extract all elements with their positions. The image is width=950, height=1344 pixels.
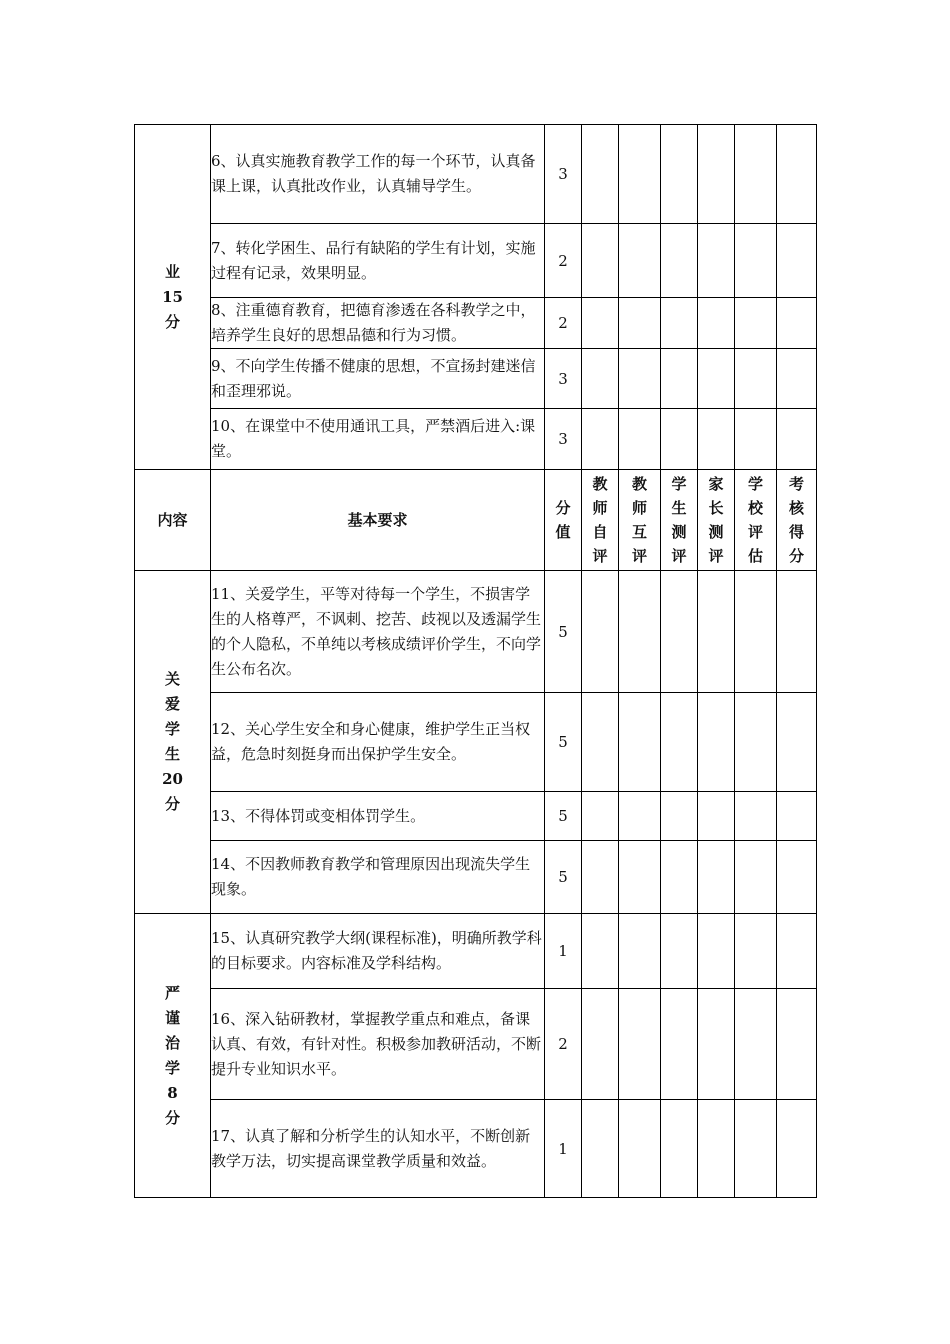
header-teacher-peer: 教 师 互 评 [619, 470, 661, 571]
parent-eval-cell[interactable] [698, 571, 735, 693]
requirement-text: 7、转化学困生、品行有缺陷的学生有计划，实施过程有记录，效果明显。 [211, 224, 545, 298]
teacher-self-cell[interactable] [582, 571, 619, 693]
table-row [135, 298, 817, 349]
school-eval-cell[interactable] [735, 841, 777, 914]
final-score-cell[interactable] [777, 914, 817, 989]
teacher-peer-cell[interactable] [619, 792, 661, 841]
table-row [135, 224, 817, 298]
score-value: 2 [545, 298, 582, 349]
teacher-peer-cell[interactable] [619, 914, 661, 989]
student-eval-cell[interactable] [661, 989, 698, 1100]
teacher-peer-cell[interactable] [619, 693, 661, 792]
student-eval-cell[interactable] [661, 914, 698, 989]
table-row [135, 792, 817, 841]
table-row [135, 989, 817, 1100]
teacher-self-cell[interactable] [582, 125, 619, 224]
parent-eval-cell[interactable] [698, 914, 735, 989]
table-header-row [135, 470, 817, 571]
score-value: 3 [545, 349, 582, 409]
table-row [135, 693, 817, 792]
parent-eval-cell[interactable] [698, 792, 735, 841]
score-value: 3 [545, 125, 582, 224]
teacher-self-cell[interactable] [582, 349, 619, 409]
student-eval-cell[interactable] [661, 224, 698, 298]
header-school-eval: 学 校 评 估 [735, 470, 777, 571]
teacher-peer-cell[interactable] [619, 349, 661, 409]
header-final-score: 考 核 得 分 [777, 470, 817, 571]
final-score-cell[interactable] [777, 571, 817, 693]
school-eval-cell[interactable] [735, 409, 777, 470]
table-row [135, 914, 817, 989]
final-score-cell[interactable] [777, 298, 817, 349]
final-score-cell[interactable] [777, 349, 817, 409]
teacher-self-cell[interactable] [582, 989, 619, 1100]
teacher-self-cell[interactable] [582, 792, 619, 841]
parent-eval-cell[interactable] [698, 1100, 735, 1198]
school-eval-cell[interactable] [735, 693, 777, 792]
teacher-peer-cell[interactable] [619, 1100, 661, 1198]
student-eval-cell[interactable] [661, 841, 698, 914]
score-value: 2 [545, 224, 582, 298]
table-row [135, 1100, 817, 1198]
table-row [135, 409, 817, 470]
requirement-text: 13、不得体罚或变相体罚学生。 [211, 792, 545, 841]
teacher-peer-cell[interactable] [619, 298, 661, 349]
final-score-cell[interactable] [777, 125, 817, 224]
requirement-text: 10、在课堂中不使用通讯工具，严禁酒后进入:课堂。 [211, 409, 545, 470]
header-student-eval: 学 生 测 评 [661, 470, 698, 571]
category-cell-professional: 业 15 分 [135, 125, 211, 470]
student-eval-cell[interactable] [661, 693, 698, 792]
table-row [135, 125, 817, 224]
header-score: 分 值 [545, 470, 582, 571]
teacher-self-cell[interactable] [582, 224, 619, 298]
requirement-text: 15、认真研究教学大纲(课程标准)，明确所教学科的目标要求。内容标准及学科结构。 [211, 914, 545, 989]
student-eval-cell[interactable] [661, 298, 698, 349]
header-parent-eval: 家 长 测 评 [698, 470, 735, 571]
school-eval-cell[interactable] [735, 571, 777, 693]
teacher-peer-cell[interactable] [619, 571, 661, 693]
header-content: 内容 [135, 470, 211, 571]
table-row [135, 571, 817, 693]
student-eval-cell[interactable] [661, 125, 698, 224]
table-row [135, 841, 817, 914]
teacher-self-cell[interactable] [582, 841, 619, 914]
teacher-self-cell[interactable] [582, 409, 619, 470]
score-value: 1 [545, 1100, 582, 1198]
parent-eval-cell[interactable] [698, 349, 735, 409]
requirement-text: 17、认真了解和分析学生的认知水平，不断创新教学万法，切实提高课堂教学质量和效益。 [211, 1100, 545, 1198]
table-row [135, 349, 817, 409]
requirement-text: 14、不因教师教育教学和管理原因出现流失学生现象。 [211, 841, 545, 914]
final-score-cell[interactable] [777, 989, 817, 1100]
requirement-text: 11、关爱学生，平等对待每一个学生，不损害学生的人格尊严，不讽刺、挖苦、歧视以及透漏学生的个人隐私，不单纯以考核成绩评价学生，不向学生公布名次。 [211, 571, 545, 693]
requirement-text: 8、注重德育教育，把德育渗透在各科教学之中，培养学生良好的思想品德和行为习惯。 [211, 298, 545, 349]
parent-eval-cell[interactable] [698, 989, 735, 1100]
school-eval-cell[interactable] [735, 792, 777, 841]
category-cell-care-students: 关 爱 学 生 20 分 [135, 571, 211, 914]
student-eval-cell[interactable] [661, 792, 698, 841]
requirement-text: 12、关心学生安全和身心健康，维护学生正当权益，危急时刻挺身而出保护学生安全。 [211, 693, 545, 792]
school-eval-cell[interactable] [735, 298, 777, 349]
teacher-peer-cell[interactable] [619, 125, 661, 224]
final-score-cell[interactable] [777, 693, 817, 792]
parent-eval-cell[interactable] [698, 409, 735, 470]
score-value: 1 [545, 914, 582, 989]
school-eval-cell[interactable] [735, 125, 777, 224]
score-value: 5 [545, 693, 582, 792]
student-eval-cell[interactable] [661, 1100, 698, 1198]
header-teacher-self: 教 师 自 评 [582, 470, 619, 571]
score-value: 5 [545, 571, 582, 693]
teacher-self-cell[interactable] [582, 298, 619, 349]
requirement-text: 16、深入钻研教材，掌握教学重点和难点，备课认真、有效，有针对性。积极参加教研活动，不断提升专业知识水平。 [211, 989, 545, 1100]
teacher-peer-cell[interactable] [619, 989, 661, 1100]
teacher-peer-cell[interactable] [619, 841, 661, 914]
final-score-cell[interactable] [777, 792, 817, 841]
student-eval-cell[interactable] [661, 349, 698, 409]
school-eval-cell[interactable] [735, 1100, 777, 1198]
teacher-peer-cell[interactable] [619, 224, 661, 298]
score-value: 5 [545, 792, 582, 841]
student-eval-cell[interactable] [661, 409, 698, 470]
category-cell-rigorous-study: 严 谨 治 学 8 分 [135, 914, 211, 1198]
student-eval-cell[interactable] [661, 571, 698, 693]
school-eval-cell[interactable] [735, 224, 777, 298]
teacher-self-cell[interactable] [582, 693, 619, 792]
final-score-cell[interactable] [777, 841, 817, 914]
final-score-cell[interactable] [777, 1100, 817, 1198]
parent-eval-cell[interactable] [698, 841, 735, 914]
parent-eval-cell[interactable] [698, 693, 735, 792]
score-value: 5 [545, 841, 582, 914]
school-eval-cell[interactable] [735, 989, 777, 1100]
final-score-cell[interactable] [777, 409, 817, 470]
teacher-peer-cell[interactable] [619, 409, 661, 470]
header-requirement: 基本要求 [211, 470, 545, 571]
teacher-self-cell[interactable] [582, 914, 619, 989]
requirement-text: 6、认真实施教育教学工作的每一个环节，认真备课上课，认真批改作业，认真辅导学生。 [211, 125, 545, 224]
final-score-cell[interactable] [777, 224, 817, 298]
school-eval-cell[interactable] [735, 914, 777, 989]
score-value: 2 [545, 989, 582, 1100]
parent-eval-cell[interactable] [698, 125, 735, 224]
requirement-text: 9、不向学生传播不健康的思想，不宣扬封建迷信和歪理邪说。 [211, 349, 545, 409]
evaluation-table [134, 124, 817, 1198]
parent-eval-cell[interactable] [698, 298, 735, 349]
teacher-self-cell[interactable] [582, 1100, 619, 1198]
parent-eval-cell[interactable] [698, 224, 735, 298]
school-eval-cell[interactable] [735, 349, 777, 409]
score-value: 3 [545, 409, 582, 470]
